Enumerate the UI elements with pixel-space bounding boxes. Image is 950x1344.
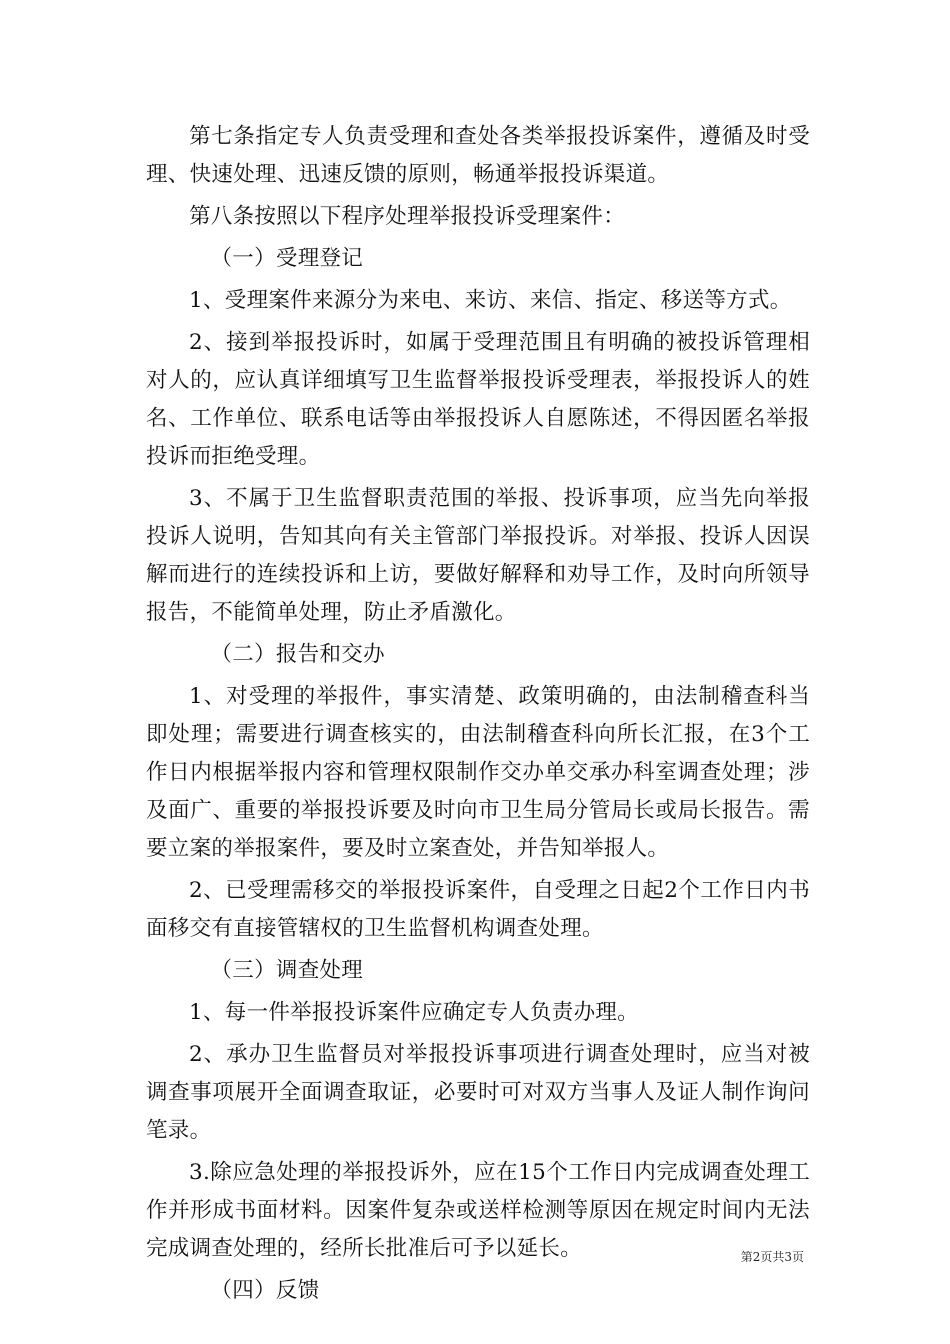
- section-heading-investigation: （三）调查处理: [210, 958, 364, 983]
- report-item-2: 2、已受理需移交的举报投诉案件，自受理之日起2个工作日内书面移交有直接管辖权的卫生监督机构调查处理。: [146, 878, 810, 941]
- page-number: 第2页共3页: [740, 1250, 804, 1264]
- investigation-item-1: 1、每一件举报投诉案件应确定专人负责办理。: [189, 1000, 639, 1025]
- section-heading-report-assign: （二）报告和交办: [210, 642, 385, 667]
- investigation-item-3: 3.除应急处理的举报投诉外，应在15个工作日内完成调查处理工作并形成书面材料。因案件复杂或送样检测等原因在规定时间内无法完成调查处理的，经所长批准后可予以延长。: [146, 1160, 810, 1261]
- investigation-item-2: 2、承办卫生监督员对举报投诉事项进行调查处理时，应当对被调查事项展开全面调查取证，必要时可对双方当事人及证人制作询问笔录。: [146, 1042, 810, 1143]
- registration-item-3: 3、不属于卫生监督职责范围的举报、投诉事项，应当先向举报投诉人说明，告知其向有关主管部门举报投诉。对举报、投诉人因误解而进行的连续投诉和上访，要做好解释和劝导工作，及时向所领导报告，不能简单处理，防止矛盾激化。: [146, 486, 810, 625]
- article-8-paragraph: 第八条按照以下程序处理举报投诉受理案件：: [189, 204, 626, 229]
- registration-item-1: 1、受理案件来源分为来电、来访、来信、指定、移送等方式。: [189, 288, 792, 313]
- report-item-1: 1、对受理的举报件，事实清楚、政策明确的，由法制稽查科当即处理；需要进行调查核实的，由法制稽查科向所长汇报，在3个工作日内根据举报内容和管理权限制作交办单交承办科室调查处理；涉及面广、重要的举报投诉要及时向市卫生局分管局长或局长报告。需要立案的举报案件，要及时立案查处，并告知举报人。: [146, 684, 810, 861]
- section-heading-feedback: （四）反馈: [210, 1278, 320, 1303]
- article-7-paragraph: 第七条指定专人负责受理和查处各类举报投诉案件，遵循及时受理、快速处理、迅速反馈的原则，畅通举报投诉渠道。: [146, 124, 810, 187]
- registration-item-2: 2、接到举报投诉时，如属于受理范围且有明确的被投诉管理相对人的，应认真详细填写卫生监督举报投诉受理表，举报投诉人的姓名、工作单位、联系电话等由举报投诉人自愿陈述，不得因匿名举报投诉而拒绝受理。: [146, 330, 810, 469]
- document-body: [146, 118, 810, 1314]
- section-heading-registration: （一）受理登记: [210, 246, 364, 271]
